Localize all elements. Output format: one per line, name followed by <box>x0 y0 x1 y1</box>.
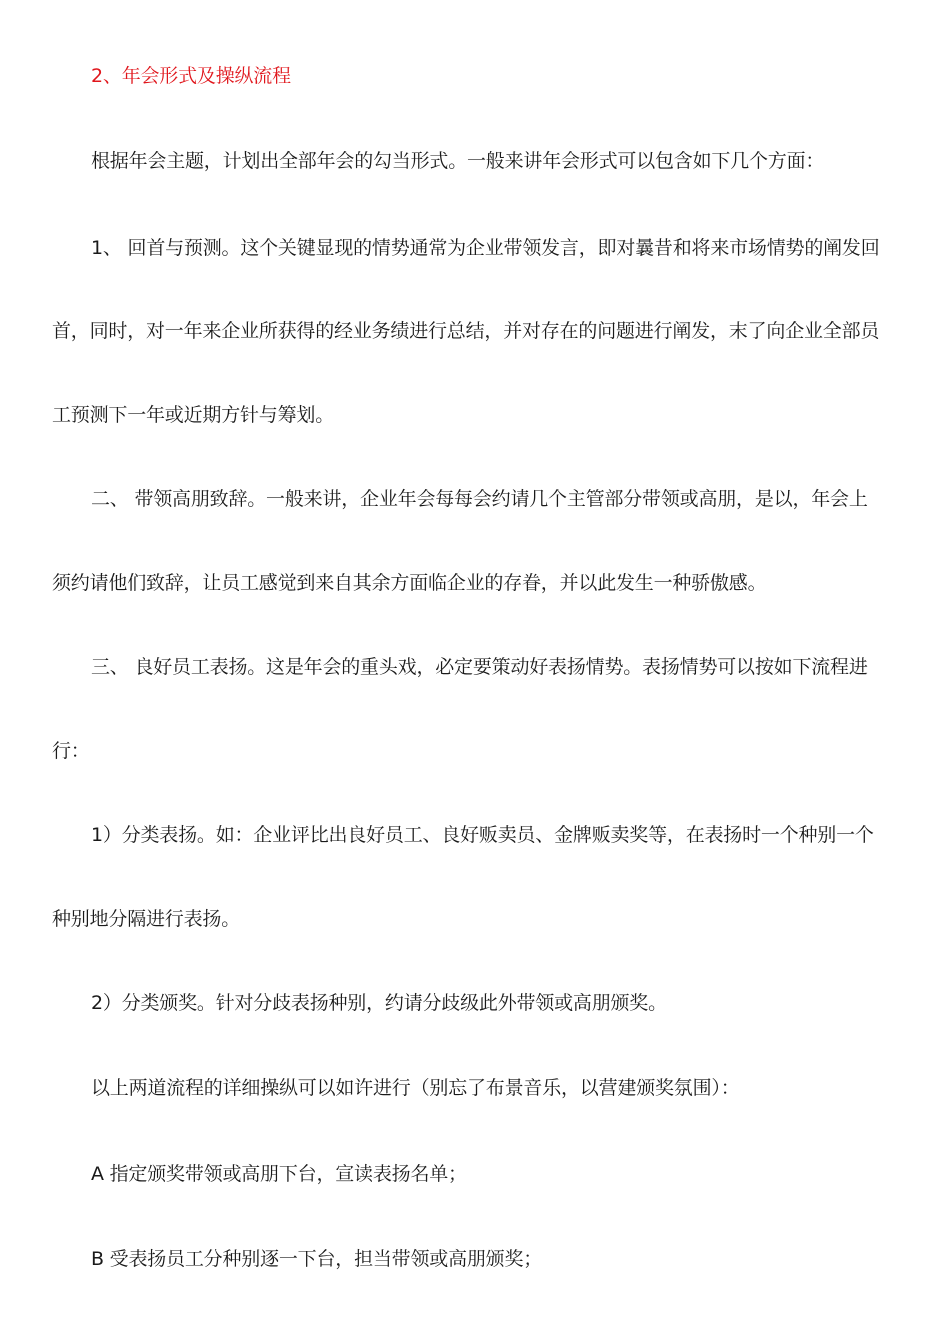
item-1-line-1: 1、 回首与预测。这个关键显现的情势通常为企业带领发言，即对曩昔和将来市场情势的阐发回 <box>91 237 880 259</box>
item-3-line-1: 三、 良好员工表扬。这是年会的重头戏，必定要策动好表扬情势。表扬情势可以按如下流程进 <box>91 656 868 678</box>
item-2-line-1: 二、 带领高朋致辞。一般来讲，企业年会每每会约请几个主管部分带领或高朋，是以，年会上 <box>91 488 868 510</box>
item-1-line-3: 工预测下一年或近期方针与筹划。 <box>52 404 335 426</box>
item-3-line-2: 行： <box>52 740 90 762</box>
sub-item-2: 2）分类颁奖。针对分歧表扬种别，约请分歧级此外带领或高朋颁奖。 <box>91 992 667 1014</box>
item-2-line-2: 须约请他们致辞，让员工感觉到来自其余方面临企业的存眷，并以此发生一种骄傲感。 <box>52 572 767 594</box>
step-b: B 受表扬员工分种别逐一下台，担当带领或高朋颁奖； <box>91 1248 543 1270</box>
process-intro: 以上两道流程的详细操纵可以如许进行（别忘了布景音乐，以营建颁奖氛围）： <box>91 1077 740 1099</box>
step-a: A 指定颁奖带领或高朋下台，宣读表扬名单； <box>91 1163 467 1185</box>
item-1-line-2: 首，同时，对一年来企业所获得的经业务绩进行总结，并对存在的问题进行阐发，末了向企业全部员 <box>52 320 880 342</box>
sub-item-1-line-2: 种别地分隔进行表扬。 <box>52 908 241 930</box>
sub-item-1-line-1: 1）分类表扬。如：企业评比出良好员工、良好贩卖员、金牌贩卖奖等，在表扬时一个种别一个 <box>91 824 874 846</box>
intro-paragraph: 根据年会主题，计划出全部年会的勾当形式。一般来讲年会形式可以包含如下几个方面： <box>91 150 825 172</box>
section-heading: 2、年会形式及操纵流程 <box>91 65 291 87</box>
